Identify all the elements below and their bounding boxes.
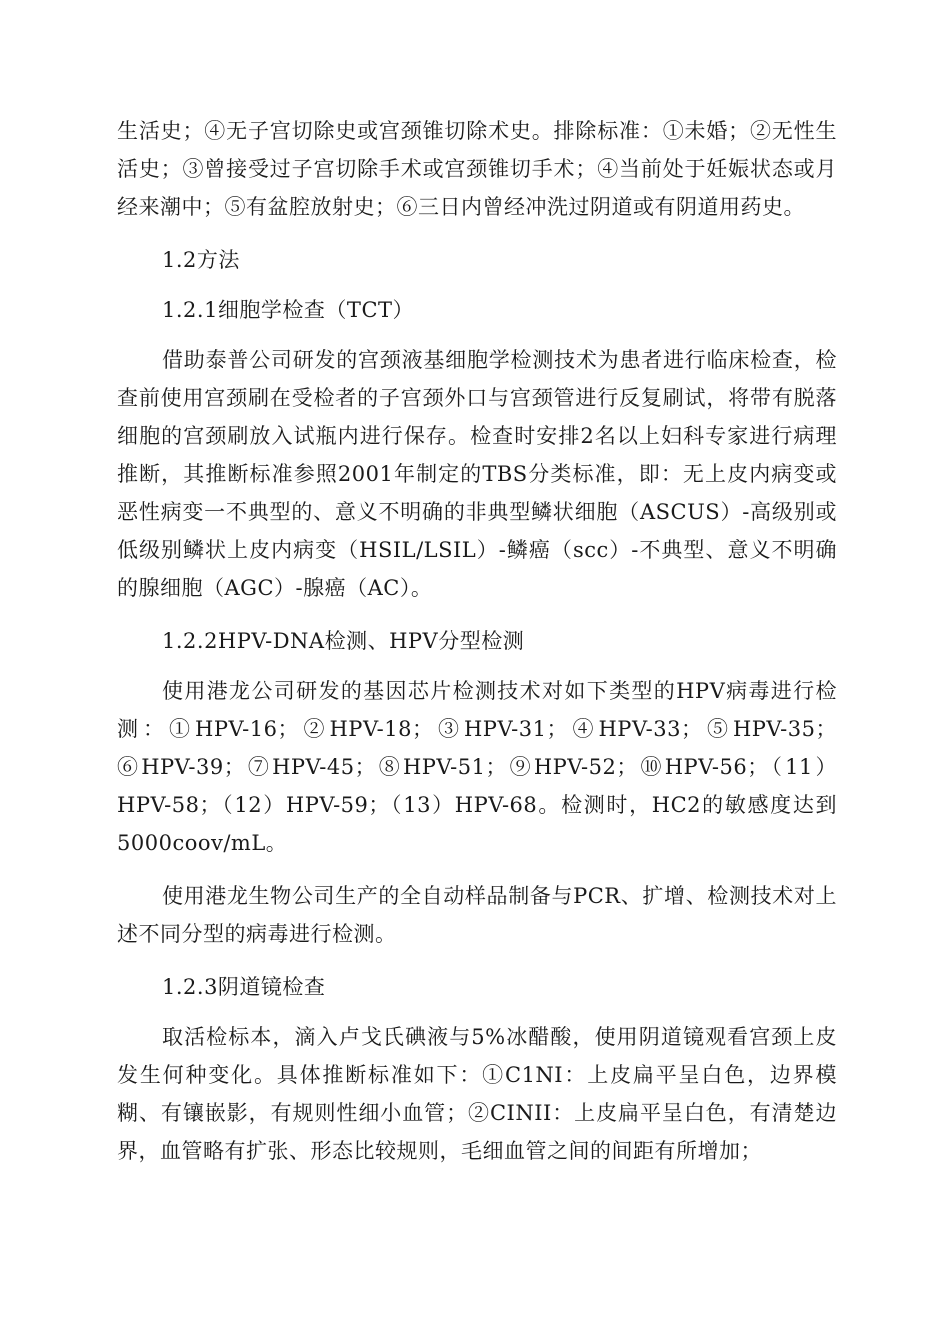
paragraph-pcr-detection: 使用港龙生物公司生产的全自动样品制备与PCR、扩增、检测技术对上述不同分型的病毒进行检测。 — [117, 884, 837, 946]
paragraph-hpv-genotyping: 使用港龙公司研发的基因芯片检测技术对如下类型的HPV病毒进行检测：①HPV-16；②HPV-18；③HPV-31；④HPV-33；⑤HPV-35；⑥HPV-39；⑦HPV-45；⑧HPV-51；⑨HPV-52；⑩HPV-56；（11）HPV-58；（12）HPV-59；（13）HPV-68。检测时，HC2的敏感度达到5000coov/mL。 — [117, 679, 837, 855]
section-heading-1-2-methods: 1.2方法 — [162, 248, 240, 272]
paragraph-colposcopy-criteria: 取活检标本，滴入卢戈氏碘液与5%冰醋酸，使用阴道镜观看宫颈上皮发生何种变化。具体推断标准如下：①C1NI：上皮扁平呈白色，边界模糊、有镶嵌影，有规则性细小血管；②CINII：上皮扁平呈白色，有清楚边界，血管略有扩张、形态比较规则，毛细血管之间的间距有所增加； — [117, 1025, 837, 1163]
document-page — [117, 112, 837, 1170]
paragraph-tct-method: 借助泰普公司研发的宫颈液基细胞学检测技术为患者进行临床检查，检查前使用宫颈刷在受检者的子宫颈外口与宫颈管进行反复刷试，将带有脱落细胞的宫颈刷放入试瓶内进行保存。检查时安排2名以上妇科专家进行病理推断，其推断标准参照2001年制定的TBS分类标准，即：无上皮内病变或恶性病变一不典型的、意义不明确的非典型鳞状细胞（ASCUS）-高级别或低级别鳞状上皮内病变（HSIL/LSIL）-鳞癌（scc）-不典型、意义不明确的腺细胞（AGC）-腺癌（AC）。 — [117, 348, 837, 600]
section-heading-1-2-2-hpv: 1.2.2HPV-DNA检测、HPV分型检测 — [162, 629, 525, 653]
paragraph-inclusion-exclusion-criteria: 生活史；④无子宫切除史或宫颈锥切除术史。排除标准：①未婚；②无性生活史；③曾接受过子宫切除手术或宫颈锥切手术；④当前处于妊娠状态或月经来潮中；⑤有盆腔放射史；⑥三日内曾经冲洗过阴道或有阴道用药史。 — [117, 119, 837, 219]
section-heading-1-2-1-cytology: 1.2.1细胞学检查（TCT） — [162, 298, 415, 322]
section-heading-1-2-3-colposcopy: 1.2.3阴道镜检查 — [162, 975, 326, 999]
